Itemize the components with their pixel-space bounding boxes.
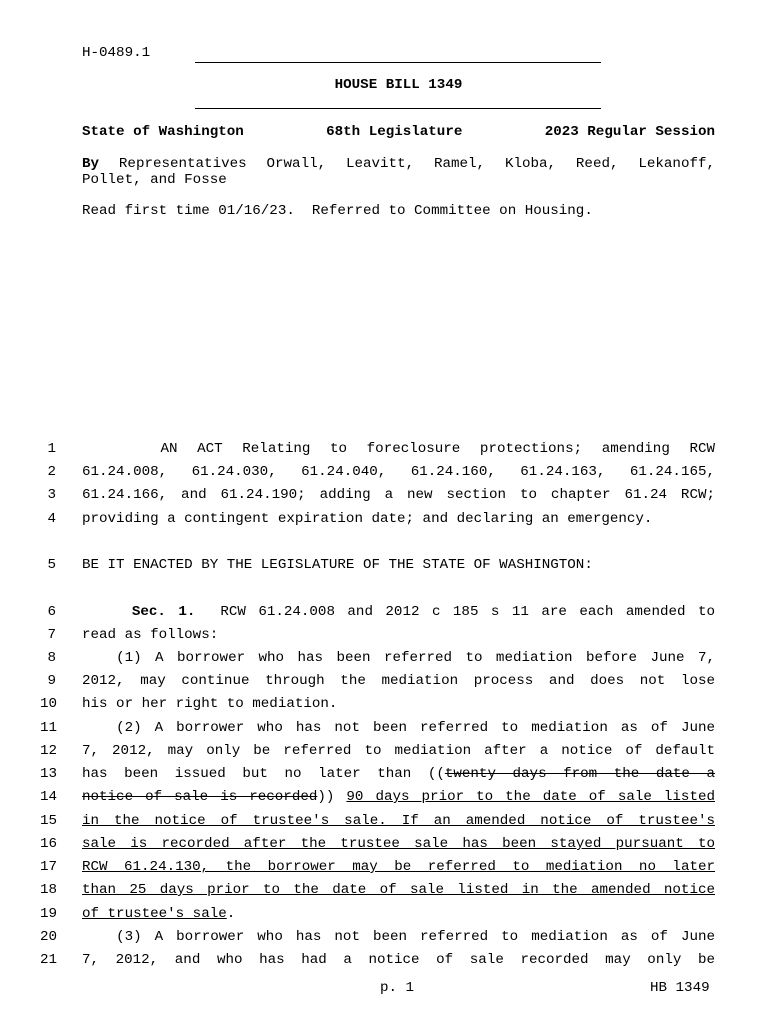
- line-number: 10: [40, 696, 58, 712]
- body-line: 61.24.166, and 61.24.190; adding a new section to chapter 61.24 RCW;: [82, 487, 715, 503]
- line-number: 9: [47, 673, 56, 689]
- inserted-text: of trustee's sale: [82, 906, 227, 922]
- line-number: 15: [40, 813, 58, 829]
- sponsors-line-2: Pollet, and Fosse: [82, 172, 227, 188]
- line-number: 20: [40, 929, 58, 945]
- line-text: AN ACT Relating to foreclosure protections; amending RCW: [82, 441, 715, 457]
- bill-title: HOUSE BILL 1349: [334, 77, 463, 93]
- line-number: 7: [47, 627, 56, 643]
- line-number: 18: [40, 882, 58, 898]
- header-rule-top: [195, 62, 601, 63]
- line-number: 17: [40, 859, 58, 875]
- legislature-number: 68th Legislature: [326, 124, 463, 140]
- line-text: RCW 61.24.008 and 2012 c 185 s 11 are each amended to: [195, 604, 715, 620]
- body-line: providing a contingent expiration date; and declaring an emergency.: [82, 511, 653, 527]
- body-line: read as follows:: [82, 627, 219, 643]
- header-rule-bottom: [195, 108, 601, 109]
- body-line: 61.24.008, 61.24.030, 61.24.040, 61.24.160, 61.24.163, 61.24.165,: [82, 464, 715, 480]
- document-id: H-0489.1: [82, 45, 151, 61]
- line-number: 4: [47, 511, 56, 527]
- struck-text: notice of sale is recorded: [82, 789, 318, 805]
- line-number: 14: [40, 789, 58, 805]
- footer-bill-number: HB 1349: [650, 980, 710, 996]
- line-text: )): [317, 789, 347, 805]
- body-line: [82, 441, 715, 457]
- section-heading: Sec. 1.: [131, 604, 196, 620]
- state-name: State of Washington: [82, 124, 244, 140]
- line-number: 3: [47, 487, 56, 503]
- line-number: 16: [40, 836, 58, 852]
- body-line: (1) A borrower who has been referred to mediation before June 7,: [116, 650, 715, 666]
- line-text: .: [226, 906, 236, 922]
- body-line: his or her right to mediation.: [82, 696, 338, 712]
- line-number: 5: [47, 557, 56, 573]
- sponsors-names: Representatives Orwall, Leavitt, Ramel, Kloba, Reed, Lekanoff,: [99, 156, 715, 172]
- session-name: 2023 Regular Session: [544, 124, 715, 140]
- inserted-text: 90 days prior to the date of sale listed: [346, 789, 715, 805]
- line-number: 6: [47, 604, 56, 620]
- line-number: 19: [40, 906, 58, 922]
- body-line: [82, 766, 715, 782]
- line-number: 11: [40, 720, 58, 736]
- inserted-text: sale is recorded after the trustee sale has been stayed pursuant to: [82, 836, 715, 852]
- line-number: 1: [47, 441, 56, 457]
- sponsors-line-1: [82, 156, 715, 172]
- line-number: 13: [40, 766, 58, 782]
- body-line: 7, 2012, and who has had a notice of sale recorded may only be: [82, 952, 715, 968]
- page-number: p. 1: [380, 980, 415, 996]
- body-line: [82, 604, 715, 620]
- struck-text: twenty days from the date a: [444, 766, 716, 782]
- enacting-clause: BE IT ENACTED BY THE LEGISLATURE OF THE STATE OF WASHINGTON:: [82, 557, 593, 573]
- inserted-text: in the notice of trustee's sale. If an amended notice of trustee's: [82, 813, 715, 829]
- body-line: (2) A borrower who has not been referred to mediation as of June: [116, 720, 715, 736]
- inserted-text: than 25 days prior to the date of sale listed in the amended notice: [82, 882, 715, 898]
- line-number: 8: [47, 650, 56, 666]
- line-number: 2: [47, 464, 56, 480]
- line-text: has been issued but no later than ((: [82, 766, 445, 782]
- body-line: 7, 2012, may only be referred to mediation after a notice of default: [82, 743, 715, 759]
- body-line: [82, 789, 715, 805]
- body-line: [82, 906, 715, 922]
- session-header: [82, 124, 715, 140]
- reading-note: Read first time 01/16/23. Referred to Committee on Housing.: [82, 203, 593, 219]
- inserted-text: RCW 61.24.130, the borrower may be referred to mediation no later: [82, 859, 715, 875]
- body-line: 2012, may continue through the mediation process and does not lose: [82, 673, 715, 689]
- sponsors-by-label: By: [82, 156, 100, 172]
- body-line: (3) A borrower who has not been referred to mediation as of June: [116, 929, 715, 945]
- line-number: 21: [40, 952, 58, 968]
- line-number: 12: [40, 743, 58, 759]
